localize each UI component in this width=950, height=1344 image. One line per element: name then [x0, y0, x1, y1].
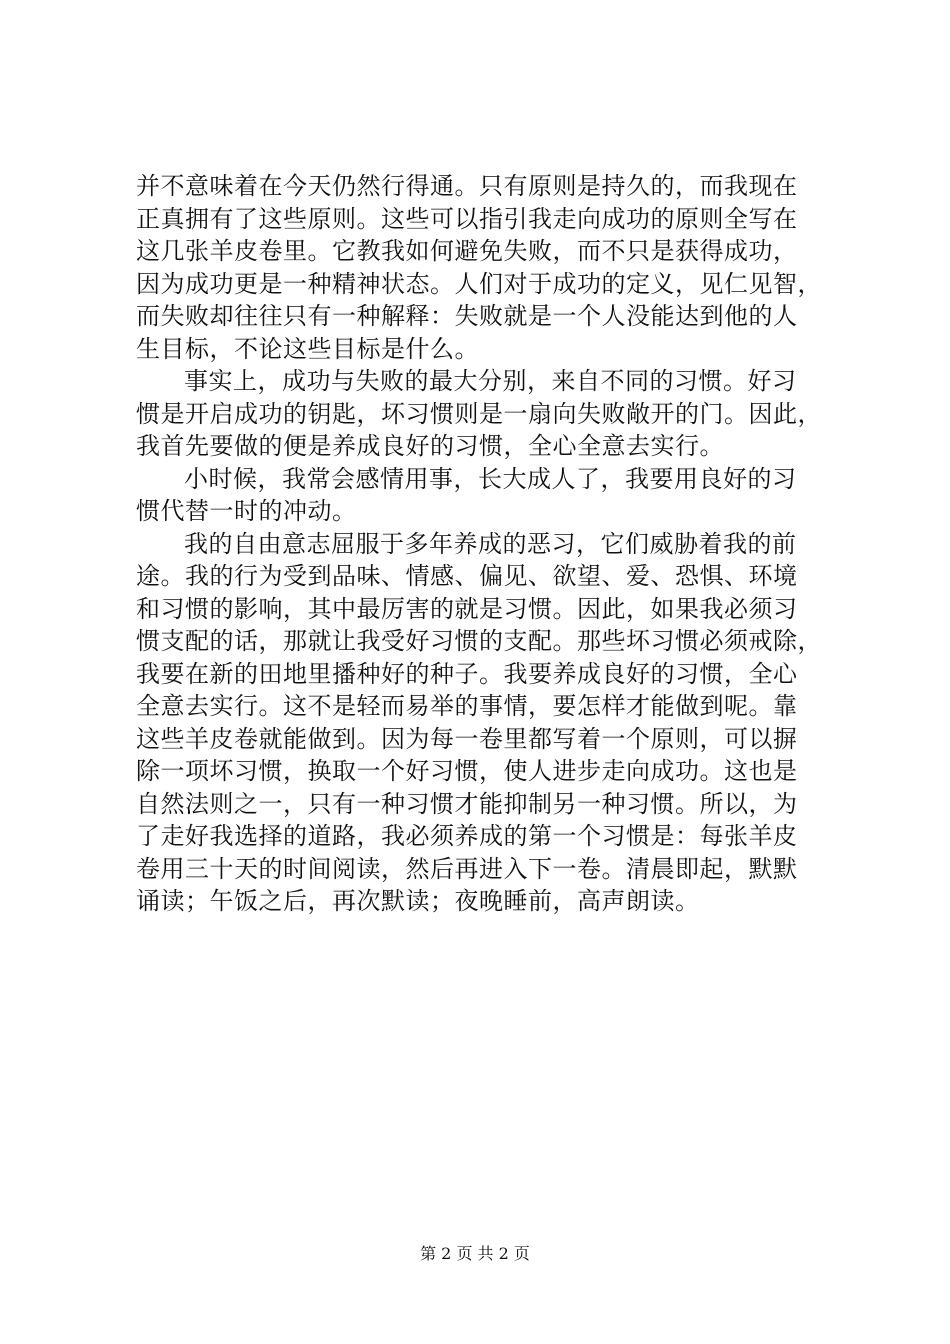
text-line: 我首先要做的便是养成良好的习惯，全心全意去实行。 [136, 432, 724, 460]
text-line: 正真拥有了这些原则。这些可以指引我走向成功的原则全写在 [136, 204, 798, 233]
text-line: 小时候，我常会感情用事，长大成人了，我要用良好的习 [184, 464, 797, 493]
text-line: 卷用三十天的时间阅读，然后再进入下一卷。清晨即起，默默 [136, 854, 798, 883]
text-line: 和习惯的影响，其中最厉害的就是习惯。因此，如果我必须习 [136, 594, 798, 623]
body-text [136, 170, 826, 918]
text-line: 事实上，成功与失败的最大分别，来自不同的习惯。好习 [184, 367, 797, 395]
text-line: 途。我的行为受到品味、情感、偏见、欲望、爱、恐惧、环境 [136, 562, 798, 590]
text-line: 生目标，不论这些目标是什么。 [136, 334, 479, 363]
text-line: 而失败却往往只有一种解释：失败就是一个人没能达到他的人 [136, 302, 798, 330]
text-line: 这几张羊皮卷里。它教我如何避免失败，而不只是获得成功， [136, 237, 798, 265]
text-line: 因为成功更是一种精神状态。人们对于成功的定义，见仁见智， [136, 269, 822, 298]
text-line: 我要在新的田地里播种好的种子。我要养成良好的习惯，全心 [136, 659, 798, 688]
text-line: 自然法则之一，只有一种习惯才能抑制另一种习惯。所以，为 [136, 789, 798, 818]
text-line: 这些羊皮卷就能做到。因为每一卷里都写着一个原则，可以摒 [136, 724, 798, 753]
text-line: 并不意味着在今天仍然行得通。只有原则是持久的，而我现在 [136, 172, 798, 200]
text-line: 惯是开启成功的钥匙，坏习惯则是一扇向失败敞开的门。因此， [136, 399, 822, 428]
text-line: 全意去实行。这不是轻而易举的事情，要怎样才能做到呢。靠 [136, 692, 798, 720]
text-line: 诵读；午饭之后，再次默读；夜晚睡前，高声朗读。 [136, 887, 700, 915]
text-line: 我的自由意志屈服于多年养成的恶习，它们威胁着我的前 [184, 529, 797, 558]
page-footer: 第 2 页 共 2 页 [420, 1244, 530, 1263]
text-line: 惯代替一时的冲动。 [136, 497, 357, 525]
text-line: 惯支配的话，那就让我受好习惯的支配。那些坏习惯必须戒除， [136, 627, 822, 655]
text-line: 了走好我选择的道路，我必须养成的第一个习惯是：每张羊皮 [136, 822, 798, 850]
text-line: 除一项坏习惯，换取一个好习惯，使人进步走向成功。这也是 [136, 757, 798, 785]
